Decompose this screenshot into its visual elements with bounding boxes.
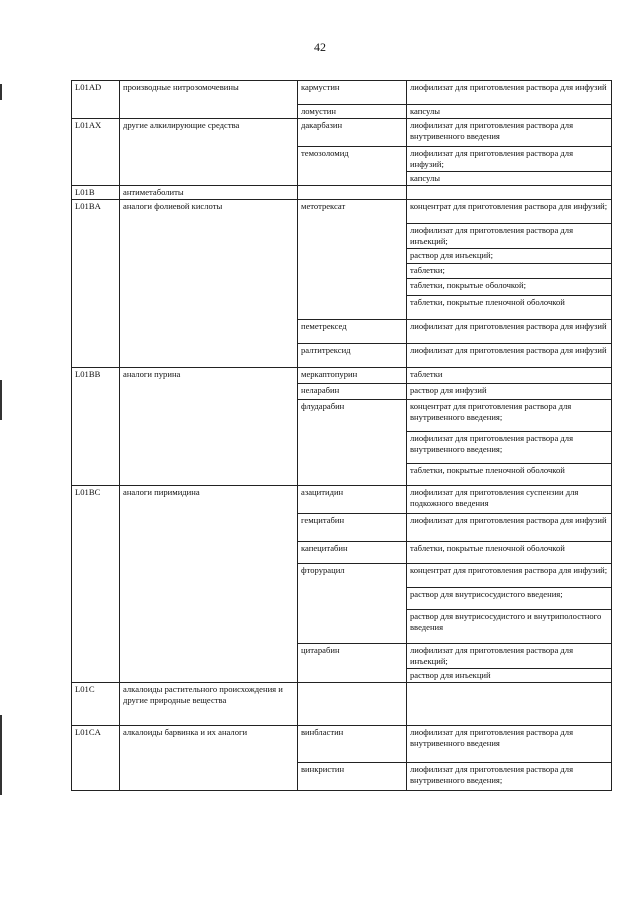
dosage-form-cell: капсулы (407, 105, 612, 119)
drug-name-cell: ломустин (298, 105, 407, 119)
atc-code-cell: L01AD (72, 81, 120, 119)
table-row (72, 186, 612, 200)
dosage-form-cell: концентрат для приготовления раствора для внутривенного введения; (407, 400, 612, 432)
drug-name-cell: цитарабин (298, 644, 407, 683)
drug-table-body (72, 81, 612, 791)
dosage-form-cell: раствор для инфузий (407, 384, 612, 400)
drug-name-cell: темозоломид (298, 147, 407, 186)
dosage-form-cell: лиофилизат для приготовления раствора для внутривенного введения; (407, 432, 612, 464)
atc-group-cell: аналоги пурина (120, 368, 298, 486)
dosage-form-cell (407, 186, 612, 200)
atc-group-cell: производные нитрозомочевины (120, 81, 298, 119)
dosage-form-cell: лиофилизат для приготовления суспензии для подкожного введения (407, 486, 612, 514)
table-row (72, 486, 612, 514)
dosage-form-cell: лиофилизат для приготовления раствора для инъекций; (407, 224, 612, 249)
dosage-form-cell: концентрат для приготовления раствора для инфузий; (407, 564, 612, 588)
drug-name-cell: ралтитрексид (298, 344, 407, 368)
dosage-form-cell: концентрат для приготовления раствора для инфузий; (407, 200, 612, 224)
drug-name-cell: флударабин (298, 400, 407, 486)
scan-mark (0, 84, 2, 100)
dosage-form-cell: раствор для инъекций; (407, 249, 612, 264)
scan-mark (0, 380, 2, 420)
dosage-form-cell: таблетки, покрытые оболочкой; (407, 279, 612, 296)
table-row (72, 683, 612, 726)
table-row (72, 726, 612, 763)
drug-name-cell: винкристин (298, 763, 407, 791)
drug-name-cell: пеметрексед (298, 320, 407, 344)
dosage-form-cell: таблетки, покрытые пленочной оболочкой (407, 464, 612, 486)
dosage-form-cell: таблетки, покрытые пленочной оболочкой (407, 542, 612, 564)
drug-name-cell: азацитидин (298, 486, 407, 514)
dosage-form-cell: лиофилизат для приготовления раствора для инъекций; (407, 644, 612, 669)
dosage-form-cell: раствор для внутрисосудистого введения; (407, 588, 612, 610)
dosage-form-cell: раствор для инъекций (407, 669, 612, 683)
dosage-form-cell: лиофилизат для приготовления раствора для инфузий (407, 320, 612, 344)
atc-group-cell: другие алкилирующие средства (120, 119, 298, 186)
drug-name-cell (298, 683, 407, 726)
table-row (72, 81, 612, 105)
drug-name-cell (298, 186, 407, 200)
atc-group-cell: алкалоиды барвинка и их аналоги (120, 726, 298, 791)
atc-code-cell: L01B (72, 186, 120, 200)
drug-name-cell: фторурацил (298, 564, 407, 644)
atc-group-cell: аналоги пиримидина (120, 486, 298, 683)
drug-name-cell: капецитабин (298, 542, 407, 564)
drug-name-cell: неларабин (298, 384, 407, 400)
atc-group-cell: алкалоиды растительного происхождения и другие природные вещества (120, 683, 298, 726)
page-number: 42 (314, 40, 326, 54)
atc-code-cell: L01C (72, 683, 120, 726)
drug-name-cell: меркаптопурин (298, 368, 407, 384)
dosage-form-cell: лиофилизат для приготовления раствора для внутривенного введения; (407, 763, 612, 791)
atc-group-cell: аналоги фолиевой кислоты (120, 200, 298, 368)
drug-name-cell: метотрексат (298, 200, 407, 320)
atc-group-cell: антиметаболиты (120, 186, 298, 200)
dosage-form-cell: капсулы (407, 172, 612, 186)
dosage-form-cell: лиофилизат для приготовления раствора для инфузий (407, 514, 612, 542)
dosage-form-cell: таблетки, покрытые пленочной оболочкой (407, 296, 612, 320)
atc-code-cell: L01BB (72, 368, 120, 486)
dosage-form-cell: лиофилизат для приготовления раствора для инфузий (407, 344, 612, 368)
atc-code-cell: L01BA (72, 200, 120, 368)
scan-mark (0, 715, 2, 795)
dosage-form-cell: раствор для внутрисосудистого и внутриполостного введения (407, 610, 612, 644)
atc-code-cell: L01CA (72, 726, 120, 791)
atc-code-cell: L01BC (72, 486, 120, 683)
drug-name-cell: кармустин (298, 81, 407, 105)
dosage-form-cell: таблетки; (407, 264, 612, 279)
drug-name-cell: гемцитабин (298, 514, 407, 542)
drug-table (71, 80, 612, 791)
dosage-form-cell: лиофилизат для приготовления раствора для внутривенного введения (407, 726, 612, 763)
drug-name-cell: дакарбазин (298, 119, 407, 147)
dosage-form-cell: таблетки (407, 368, 612, 384)
drug-name-cell: винбластин (298, 726, 407, 763)
table-row (72, 119, 612, 147)
dosage-form-cell: лиофилизат для приготовления раствора для инфузий; (407, 147, 612, 172)
atc-code-cell: L01AX (72, 119, 120, 186)
table-row (72, 368, 612, 384)
dosage-form-cell (407, 683, 612, 726)
dosage-form-cell: лиофилизат для приготовления раствора для внутривенного введения (407, 119, 612, 147)
dosage-form-cell: лиофилизат для приготовления раствора для инфузий (407, 81, 612, 105)
table-row (72, 200, 612, 224)
